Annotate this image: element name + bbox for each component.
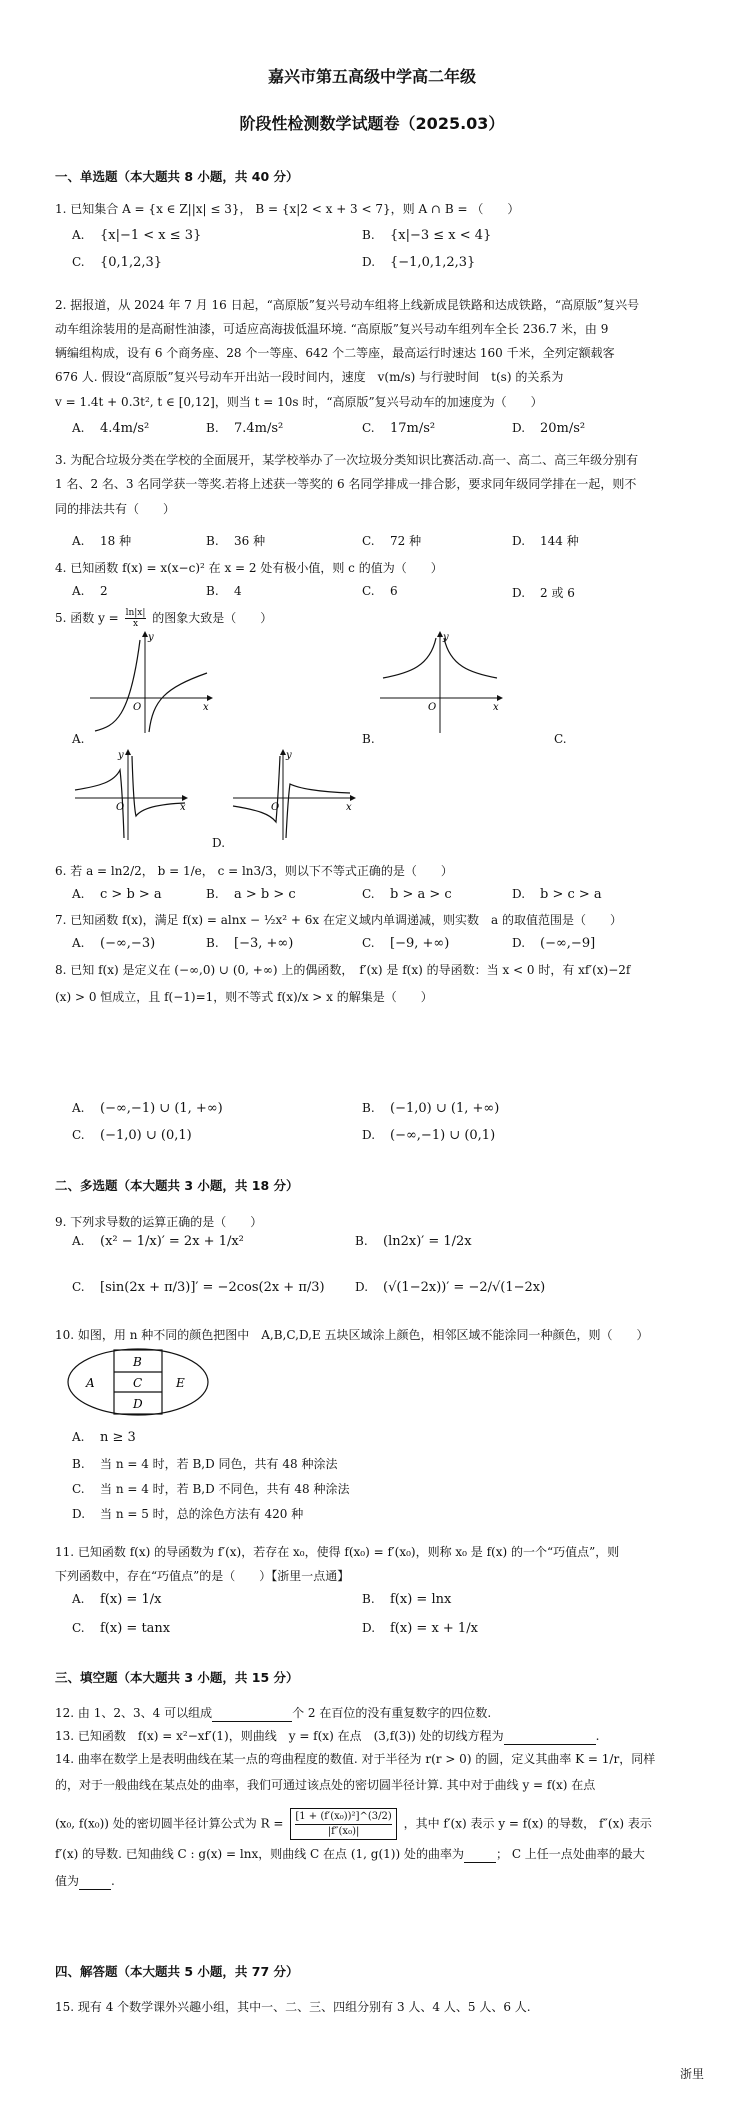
option-label: D. xyxy=(355,1280,369,1294)
question-11-line-2: 下列函数中，存在“巧值点”的是（ ）【浙里一点通】 xyxy=(55,1569,350,1583)
question-3-line-1: 3. 为配合垃圾分类在学校的全面展开，某学校举办了一次垃圾分类知识比赛活动.高一、高二、高三年级分别有 xyxy=(55,453,639,467)
question-10-option-d xyxy=(72,1505,303,1522)
option-label: D. xyxy=(72,1507,86,1521)
section-heading-solution: 四、解答题（本大题共 5 小题，共 77 分） xyxy=(55,1964,299,1979)
option-text: n ≥ 3 xyxy=(100,1430,136,1445)
question-8-line-2: (x) > 0 恒成立，且 f(−1)=1，则不等式 f(x)/x > x 的解集是（ ） xyxy=(55,990,433,1004)
question-9-stem: 9. 下列求导数的运算正确的是（ ） xyxy=(55,1215,263,1229)
option-label: B. xyxy=(206,887,219,901)
section-heading-fill-blank: 三、填空题（本大题共 3 小题，共 15 分） xyxy=(55,1670,299,1685)
answer-blank xyxy=(504,1744,596,1745)
question-8-option-a xyxy=(72,1101,223,1116)
graph-option-c xyxy=(70,748,190,843)
option-label: A. xyxy=(72,1592,85,1606)
region-c-label: C xyxy=(133,1376,143,1390)
option-label: C. xyxy=(362,421,375,435)
question-5-option-c: C. xyxy=(554,732,567,746)
fraction xyxy=(125,608,147,629)
fraction-numerator: ln|x| xyxy=(125,608,146,618)
answer-blank xyxy=(79,1889,111,1890)
question-14-line-5-prefix: 值为 xyxy=(55,1874,80,1888)
question-2-line-4: 676 人. 假设“高原版”复兴号动车开出站一段时间内，速度 v(m/s) 与行驶时间 t(s) 的关系为 xyxy=(55,370,564,384)
option-text: {x|−3 ≤ x < 4} xyxy=(390,228,492,243)
option-text: (−1,0) ∪ (1, +∞) xyxy=(390,1101,500,1116)
exam-paper-title: 阶段性检测数学试题卷（2025.03） xyxy=(239,114,505,133)
question-11-option-c xyxy=(72,1621,170,1636)
question-1-stem: 1. 已知集合 A = {x ∈ Z||x| ≤ 3}， B = {x|2 < x + 3 < 7}，则 A ∩ B = （ ） xyxy=(55,202,520,216)
question-1-option-c xyxy=(72,255,162,270)
option-text: f(x) = x + 1/x xyxy=(390,1621,478,1636)
option-label: C. xyxy=(72,1482,85,1496)
section-heading-multi-choice: 二、多选题（本大题共 3 小题，共 18 分） xyxy=(55,1178,299,1193)
origin-label: O xyxy=(116,802,125,813)
option-label: D. xyxy=(362,255,376,269)
option-text: (√(1−2x))′ = −2/√(1−2x) xyxy=(383,1280,546,1295)
option-label: A. xyxy=(72,1234,85,1248)
option-label: B. xyxy=(206,534,219,548)
option-label: C. xyxy=(72,255,85,269)
option-text: 4.4m/s² xyxy=(100,421,150,436)
option-label: C. xyxy=(72,1128,85,1142)
region-a-label: A xyxy=(86,1376,95,1390)
axis-y-label: y xyxy=(118,750,124,761)
curvature-radius-formula xyxy=(290,1808,396,1840)
question-3-line-3: 同的排法共有（ ） xyxy=(55,502,176,516)
question-1-option-a xyxy=(72,228,201,243)
option-label: D. xyxy=(512,421,526,435)
question-5-option-b: B. xyxy=(362,732,375,746)
graph-option-d xyxy=(228,748,358,843)
question-3-option-a xyxy=(72,532,131,549)
section-heading-single-choice: 一、单选题（本大题共 8 小题，共 40 分） xyxy=(55,169,299,184)
footer-brand: 浙里 xyxy=(679,2067,704,2081)
option-text: (−∞,−3) xyxy=(100,936,156,951)
option-label: A. xyxy=(72,887,85,901)
question-15: 15. 现有 4 个数学课外兴趣小组，其中一、二、三、四组分别有 3 人、4 人、5 人、6 人. xyxy=(55,2000,531,2014)
option-label: A. xyxy=(72,534,85,548)
question-9-option-b xyxy=(355,1234,472,1249)
option-label: A. xyxy=(72,1430,85,1444)
question-7-option-c xyxy=(362,936,449,951)
question-6-option-a xyxy=(72,887,162,902)
question-1-option-b xyxy=(362,228,491,243)
question-8-option-b xyxy=(362,1101,499,1116)
question-4-stem: 4. 已知函数 f(x) = x(x−c)² 在 x = 2 处有极小值，则 c 的值为（ ） xyxy=(55,561,443,575)
option-label: B. xyxy=(72,1457,85,1471)
question-3-option-d xyxy=(512,532,579,549)
question-8-option-d xyxy=(362,1128,495,1143)
region-e-label: E xyxy=(176,1376,185,1390)
option-label: C. xyxy=(72,1280,85,1294)
option-text: [−9, +∞) xyxy=(390,936,450,951)
question-14-line-3-suffix: ，其中 f′(x) 表示 y = f(x) 的导数， f″(x) 表示 xyxy=(403,1816,652,1831)
option-text: 当 n = 4 时，若 B,D 不同色，共有 48 种涂法 xyxy=(100,1482,350,1496)
option-label: D. xyxy=(512,936,526,950)
question-12 xyxy=(55,1704,491,1722)
option-label: C. xyxy=(362,534,375,548)
option-text: [sin(2x + π/3)]′ = −2cos(2x + π/3) xyxy=(100,1280,325,1295)
question-6-stem: 6. 若 a = ln2/2， b = 1/e， c = ln3/3，则以下不等式正确的是（ ） xyxy=(55,864,453,878)
option-label: A. xyxy=(72,936,85,950)
question-8-line-1: 8. 已知 f(x) 是定义在 (−∞,0) ∪ (0, +∞) 上的偶函数， f′(x) 是 f(x) 的导函数：当 x < 0 时，有 xf′(x)−2f xyxy=(55,963,631,977)
exam-school-title: 嘉兴市第五高级中学高二年级 xyxy=(267,67,476,86)
question-7-option-b xyxy=(206,936,293,951)
region-b-label: B xyxy=(133,1355,142,1369)
formula-numerator: [1 + (f′(x₀))²]^(3/2) xyxy=(295,1810,391,1825)
question-4-option-b xyxy=(206,584,242,598)
question-13-suffix: . xyxy=(595,1729,600,1743)
question-10-option-a xyxy=(72,1430,136,1445)
option-label: C. xyxy=(362,887,375,901)
question-13-prefix: 13. 已知函数 f(x) = x²−xf′(1)，则曲线 y = f(x) 在点 (3,f(3)) 处的切线方程为 xyxy=(55,1729,504,1743)
question-10-stem: 10. 如图，用 n 种不同的颜色把图中 A,B,C,D,E 五块区域涂上颜色，相邻区域不能涂同一种颜色，则（ ） xyxy=(55,1328,649,1342)
option-text: {0,1,2,3} xyxy=(100,255,163,270)
question-1-option-d xyxy=(362,255,475,270)
axis-x-label: x xyxy=(493,702,499,713)
option-text: {x|−1 < x ≤ 3} xyxy=(100,228,202,243)
option-label: D. xyxy=(512,586,526,600)
question-14-line-4-prefix: f′(x) 的导数. 已知曲线 C : g(x) = lnx，则曲线 C 在点 (1, g(1)) 处的曲率为 xyxy=(55,1847,464,1861)
option-text: (−∞,−1) ∪ (1, +∞) xyxy=(100,1101,223,1116)
option-text: f(x) = 1/x xyxy=(100,1592,162,1607)
question-8-option-c xyxy=(72,1128,192,1143)
question-2-line-5: v = 1.4t + 0.3t², t ∈ [0,12]，则当 t = 10s 时，“高原版”复兴号动车的加速度为（ ） xyxy=(55,395,543,409)
question-11-option-a xyxy=(72,1592,161,1607)
option-label: B. xyxy=(362,228,375,242)
option-text: b > c > a xyxy=(540,887,602,902)
graph-option-a xyxy=(85,628,215,738)
option-label: D. xyxy=(362,1128,376,1142)
option-label: B. xyxy=(206,584,219,598)
origin-label: O xyxy=(271,802,280,813)
option-text: 144 种 xyxy=(540,534,579,548)
coloring-region-diagram xyxy=(66,1346,210,1418)
option-text: f(x) = tanx xyxy=(100,1621,171,1636)
question-2-line-3: 辆编组构成，设有 6 个商务座、28 个一等座、642 个二等座，最高运行时速达 160 千米，全列定额载客 xyxy=(55,346,615,360)
question-12-suffix: 个 2 在百位的没有重复数字的四位数. xyxy=(292,1706,492,1720)
question-14-line-4-suffix: ； C 上任一点处曲率的最大 xyxy=(496,1847,645,1861)
option-text: 20m/s² xyxy=(540,421,586,436)
option-text: 6 xyxy=(390,584,398,598)
option-text: {−1,0,1,2,3} xyxy=(390,255,476,270)
question-2-line-1: 2. 据报道，从 2024 年 7 月 16 日起，“高原版”复兴号动车组将上线新成昆铁路和达成铁路，“高原版”复兴号 xyxy=(55,298,640,312)
option-label: B. xyxy=(206,936,219,950)
question-3-line-2: 1 名、2 名、3 名同学获一等奖.若将上述获一等奖的 6 名同学排成一排合影，要求同年级同学排在一起，则不 xyxy=(55,477,637,491)
question-7-option-a xyxy=(72,936,155,951)
question-3-option-b xyxy=(206,532,265,549)
option-text: (−1,0) ∪ (0,1) xyxy=(100,1128,192,1143)
fraction-denominator: x xyxy=(132,619,139,629)
question-11-line-1: 11. 已知函数 f(x) 的导函数为 f′(x)，若存在 x₀，使得 f(x₀) = f′(x₀)，则称 x₀ 是 f(x) 的一个“巧值点”，则 xyxy=(55,1545,620,1559)
option-label: B. xyxy=(362,1592,375,1606)
option-label: C. xyxy=(362,936,375,950)
question-10-option-b xyxy=(72,1455,337,1472)
axis-x-label: x xyxy=(180,802,186,813)
question-13 xyxy=(55,1727,599,1745)
question-4-option-c xyxy=(362,584,398,598)
origin-label: O xyxy=(133,702,142,713)
option-text: (x² − 1/x)′ = 2x + 1/x² xyxy=(100,1234,244,1249)
question-14-line-4 xyxy=(55,1845,645,1863)
option-text: b > a > c xyxy=(390,887,452,902)
option-text: 18 种 xyxy=(100,534,132,548)
question-2-option-c xyxy=(362,421,435,436)
axis-y-label: y xyxy=(148,632,154,643)
question-2-line-2: 动车组涂装用的是高耐性油漆，可适应高海拔低温环境. “高原版”复兴号动车组列车全长 236.7 米，由 9 xyxy=(55,322,609,336)
region-d-label: D xyxy=(133,1397,143,1411)
question-10-option-c xyxy=(72,1480,349,1497)
option-label: C. xyxy=(72,1621,85,1635)
question-4-option-d xyxy=(512,584,575,601)
question-3-option-c xyxy=(362,532,421,549)
option-text: 36 种 xyxy=(234,534,266,548)
axis-x-label: x xyxy=(346,802,352,813)
option-text: c > b > a xyxy=(100,887,162,902)
question-6-option-d xyxy=(512,887,602,902)
option-text: (−∞,−1) ∪ (0,1) xyxy=(390,1128,496,1143)
question-9-option-d xyxy=(355,1280,545,1295)
question-2-option-d xyxy=(512,421,585,436)
question-9-option-c xyxy=(72,1280,325,1295)
answer-blank xyxy=(212,1721,292,1722)
answer-blank xyxy=(464,1862,496,1863)
formula-denominator: |f″(x₀)| xyxy=(327,1826,360,1837)
axis-x-label: x xyxy=(203,702,209,713)
question-4-option-a xyxy=(72,584,108,598)
option-label: A. xyxy=(72,1101,85,1115)
option-label: B. xyxy=(206,421,219,435)
question-7-stem: 7. 已知函数 f(x)，满足 f(x) = alnx − ½x² + 6x 在定义域内单调递减，则实数 a 的取值范围是（ ） xyxy=(55,913,622,927)
option-text: a > b > c xyxy=(234,887,296,902)
stem-suffix: 的图象大致是（ ） xyxy=(152,611,273,625)
question-14-line-1: 14. 曲率在数学上是表明曲线在某一点的弯曲程度的数值. 对于半径为 r(r > 0) 的圆，定义其曲率 K = 1/r，同样 xyxy=(55,1752,656,1766)
graph-option-b xyxy=(375,628,505,738)
axis-y-label: y xyxy=(286,750,292,761)
question-14-line-3 xyxy=(55,1808,652,1840)
question-14-line-5-suffix: . xyxy=(111,1874,115,1888)
option-label: D. xyxy=(362,1621,376,1635)
question-14-line-3-prefix: (x₀, f(x₀)) 处的密切圆半径计算公式为 R = xyxy=(55,1816,284,1831)
option-text: f(x) = lnx xyxy=(390,1592,452,1607)
option-text: (ln2x)′ = 1/2x xyxy=(383,1234,472,1249)
option-text: 17m/s² xyxy=(390,421,436,436)
question-6-option-c xyxy=(362,887,452,902)
option-text: 当 n = 4 时，若 B,D 同色，共有 48 种涂法 xyxy=(100,1457,338,1471)
option-label: A. xyxy=(72,228,85,242)
question-5-option-a: A. xyxy=(72,732,85,746)
option-label: D. xyxy=(512,534,526,548)
stem-prefix: 5. 函数 y = xyxy=(55,611,119,625)
question-14-line-5 xyxy=(55,1872,115,1890)
option-text: 2 xyxy=(100,584,108,598)
question-14-line-2: 的，对于一般曲线在某点处的曲率，我们可通过该点处的密切圆半径计算. 其中对于曲线 y = f(x) 在点 xyxy=(55,1778,596,1792)
option-label: C. xyxy=(362,584,375,598)
axis-y-label: y xyxy=(443,632,449,643)
question-7-option-d xyxy=(512,936,595,951)
option-label: D. xyxy=(512,887,526,901)
option-text: [−3, +∞) xyxy=(234,936,294,951)
option-text: 当 n = 5 时，总的涂色方法有 420 种 xyxy=(100,1507,304,1521)
question-2-option-b xyxy=(206,421,283,436)
option-text: 2 或 6 xyxy=(540,586,575,600)
option-label: B. xyxy=(355,1234,368,1248)
option-text: 4 xyxy=(234,584,242,598)
question-2-option-a xyxy=(72,421,149,436)
question-6-option-b xyxy=(206,887,296,902)
question-12-prefix: 12. 由 1、2、3、4 可以组成 xyxy=(55,1706,213,1720)
question-5-option-d: D. xyxy=(212,836,226,850)
option-text: 72 种 xyxy=(390,534,422,548)
origin-label: O xyxy=(428,702,437,713)
question-11-option-b xyxy=(362,1592,451,1607)
question-9-option-a xyxy=(72,1234,244,1249)
option-label: A. xyxy=(72,584,85,598)
option-text: 7.4m/s² xyxy=(234,421,284,436)
option-label: A. xyxy=(72,421,85,435)
question-11-option-d xyxy=(362,1621,478,1636)
option-text: (−∞,−9] xyxy=(540,936,596,951)
question-5-stem xyxy=(55,608,272,629)
option-label: B. xyxy=(362,1101,375,1115)
